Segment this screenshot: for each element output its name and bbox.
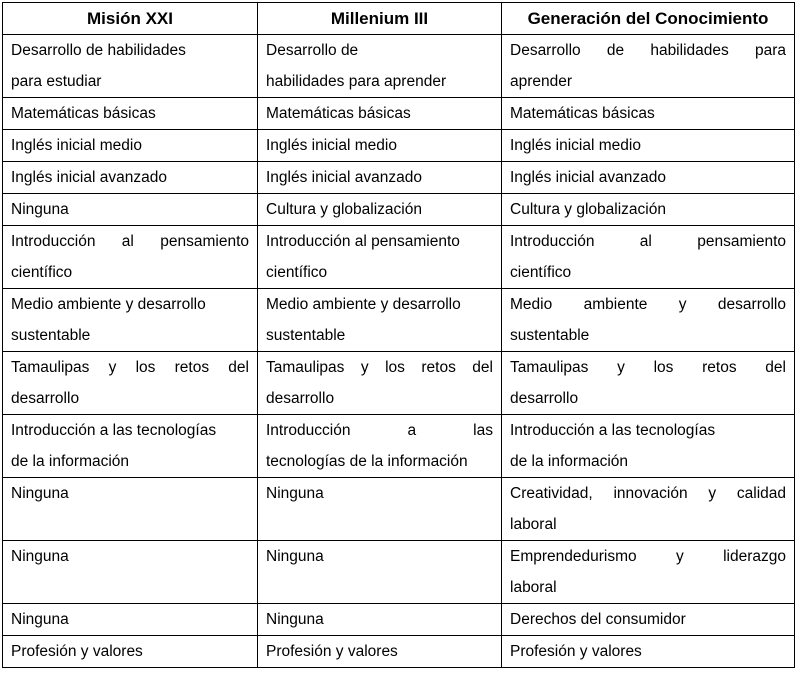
cell-text-line: aprender [510,73,573,90]
table-row [3,352,795,415]
cell-text-line: Introducción al pensamiento [510,233,786,250]
cell-text-line: tecnologías de la información [266,453,468,470]
cell-text-line: desarrollo [11,390,80,407]
cell-text-line: Tamaulipas y los retos del [11,359,249,376]
cell-text-line: Profesión y valores [11,643,143,660]
table-cell [502,35,795,98]
cell-text-line: Emprendedurismo y liderazgo [510,548,786,565]
cell-text-line: Inglés inicial avanzado [266,169,422,186]
cell-text-line: Inglés inicial avanzado [510,169,666,186]
table-cell [3,415,258,478]
table-cell [502,130,795,162]
cell-text-line: habilidades para aprender [266,73,447,90]
cell-text-line: Introducción a las tecnologías [11,422,217,439]
table-row [3,415,795,478]
cell-text-line: Inglés inicial medio [11,137,142,154]
cell-text-line: Creatividad, innovación y calidad [510,485,786,502]
cell-text-line: Introducción al pensamiento [266,233,460,250]
table-cell [258,194,502,226]
table-cell [258,130,502,162]
table-cell [258,541,502,604]
cell-text-line: laboral [510,579,557,596]
cell-text-line: de la información [510,453,629,470]
cell-text-line: Desarrollo de [266,42,359,59]
table-cell [3,478,258,541]
cell-text-line: sustentable [510,327,590,344]
table-row [3,194,795,226]
table-cell [3,226,258,289]
cell-text-line: Desarrollo de habilidades para [510,42,786,59]
table-cell [258,604,502,636]
header-millenium-iii: Millenium III [258,3,502,35]
cell-text-line: Derechos del consumidor [510,611,686,628]
cell-text-line: científico [11,264,73,281]
table-cell [3,289,258,352]
cell-text-line: Desarrollo de habilidades [11,42,186,59]
cell-text-line: Ninguna [11,485,69,502]
table-cell [258,289,502,352]
cell-text-line: desarrollo [266,390,335,407]
table-row [3,636,795,668]
table-cell [3,352,258,415]
header-generacion-conocimiento: Generación del Conocimiento [502,3,795,35]
cell-text-line: científico [266,264,328,281]
table-cell [502,604,795,636]
cell-text-line: Ninguna [266,611,324,628]
table-cell [258,415,502,478]
table-row [3,130,795,162]
table-cell [3,604,258,636]
cell-text-line: Tamaulipas y los retos del [266,359,493,376]
table-row [3,162,795,194]
table-cell [502,478,795,541]
table-row [3,98,795,130]
table-cell [502,194,795,226]
header-mision-xxi: Misión XXI [3,3,258,35]
cell-text-line: Ninguna [11,548,69,565]
cell-text-line: Medio ambiente y desarrollo [266,296,461,313]
cell-text-line: Medio ambiente y desarrollo [11,296,206,313]
table-cell [258,352,502,415]
table-row [3,226,795,289]
table-cell [502,162,795,194]
table-row [3,604,795,636]
table-cell [3,98,258,130]
table-cell [258,98,502,130]
table-cell [3,162,258,194]
cell-text-line: Introducción a las [266,422,493,439]
table-row [3,541,795,604]
table-cell [502,226,795,289]
cell-text-line: desarrollo [510,390,579,407]
table-row [3,35,795,98]
cell-text-line: Inglés inicial avanzado [11,169,167,186]
table-cell [3,636,258,668]
table-row [3,478,795,541]
cell-text-line: Inglés inicial medio [266,137,397,154]
table-cell [258,226,502,289]
cell-text-line: sustentable [11,327,91,344]
cell-text-line: sustentable [266,327,346,344]
cell-text-line: Ninguna [266,485,324,502]
table-cell [258,162,502,194]
cell-text-line: Cultura y globalización [266,201,422,218]
table-cell [502,352,795,415]
cell-text-line: Inglés inicial medio [510,137,641,154]
cell-text-line: Medio ambiente y desarrollo [510,296,786,313]
curriculum-comparison-table [2,2,795,668]
cell-text-line: Introducción al pensamiento [11,233,249,250]
cell-text-line: laboral [510,516,557,533]
cell-text-line: Ninguna [11,611,69,628]
cell-text-line: Ninguna [266,548,324,565]
cell-text-line: Matemáticas básicas [11,105,156,122]
cell-text-line: Cultura y globalización [510,201,666,218]
cell-text-line: Matemáticas básicas [510,105,655,122]
table-cell [502,289,795,352]
table-cell [502,541,795,604]
header-row [3,3,795,35]
table-cell [258,35,502,98]
table-row [3,289,795,352]
table-cell [3,130,258,162]
cell-text-line: Profesión y valores [266,643,398,660]
table-cell [502,98,795,130]
cell-text-line: Introducción a las tecnologías [510,422,716,439]
cell-text-line: Matemáticas básicas [266,105,411,122]
cell-text-line: Tamaulipas y los retos del [510,359,786,376]
table-cell [258,636,502,668]
cell-text-line: científico [510,264,572,281]
table-cell [258,478,502,541]
table-cell [3,541,258,604]
cell-text-line: de la información [11,453,130,470]
table-cell [3,35,258,98]
table-cell [502,415,795,478]
cell-text-line: para estudiar [11,73,102,90]
table-cell [502,636,795,668]
table-cell [3,194,258,226]
cell-text-line: Profesión y valores [510,643,642,660]
cell-text-line: Ninguna [11,201,69,218]
